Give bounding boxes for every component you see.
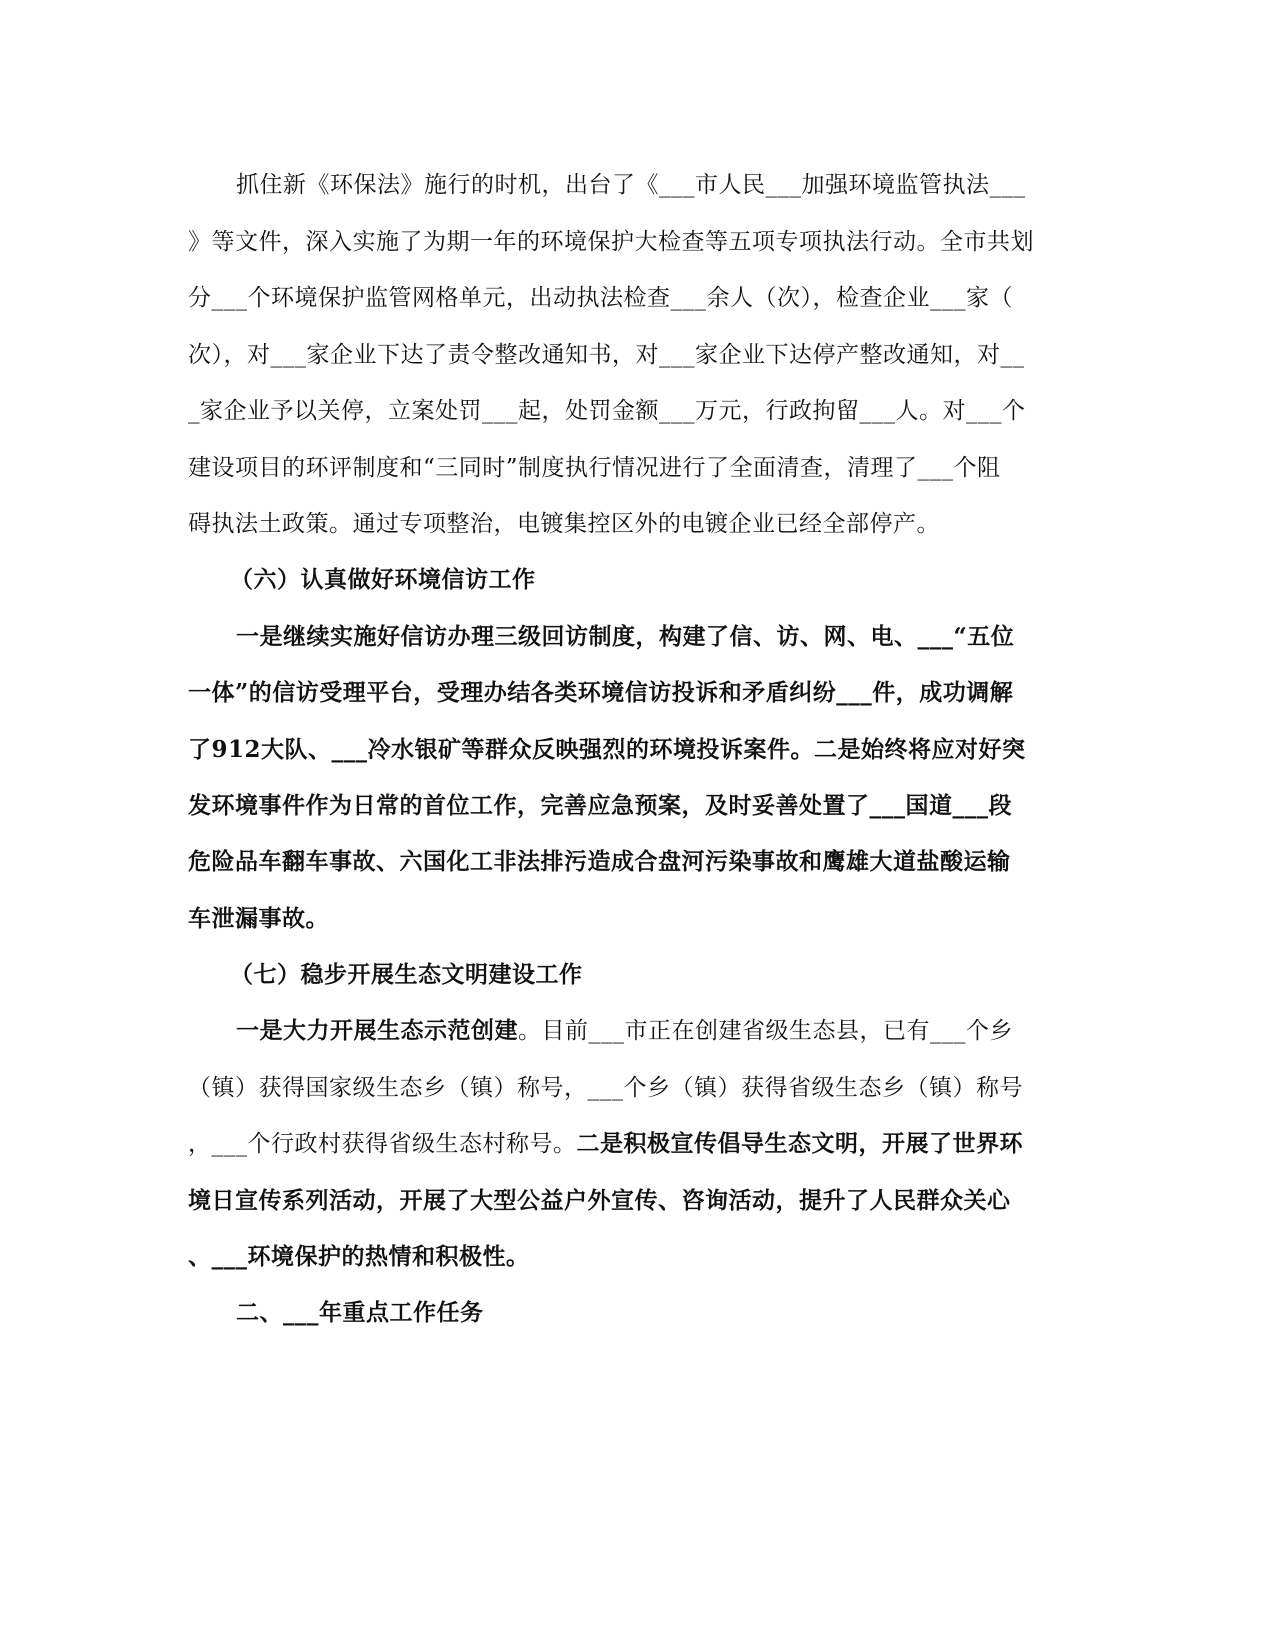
- paragraph-2-line-4: 发环境事件作为日常的首位工作，完善应急预案，及时妥善处置了___国道___段: [188, 792, 1012, 819]
- paragraph-2-line-5: 危险品车翻车事故、六国化工非法排污造成合盘河污染事故和鹰雄大道盐酸运输: [188, 848, 1011, 875]
- paragraph-3-line-3: [188, 1129, 1088, 1159]
- paragraph-1-line-6: 建设项目的环评制度和“三同时”制度执行情况进行了全面清查，清理了___个阻: [188, 455, 1001, 481]
- paragraph-3-line-1: [236, 1016, 1136, 1046]
- paragraph-2-line-2: 一体”的信访受理平台，受理办结各类环境信访投诉和矛盾纠纷___件，成功调解: [188, 679, 1014, 706]
- paragraph-1-line-2: 》等文件，深入实施了为期一年的环境保护大检查等五项专项执法行动。全市共划: [188, 229, 1034, 255]
- paragraph-1-line-7: 碍执法土政策。通过专项整治，电镀集控区外的电镀企业已经全部停产。: [188, 511, 940, 537]
- paragraph-2-line-3: 了912大队、___冷水银矿等群众反映强烈的环境投诉案件。二是始终将应对好突: [188, 736, 1026, 763]
- paragraph-1-line-3: 分___个环境保护监管网格单元，出动执法检查___余人（次），检查企业___家（: [188, 285, 1013, 311]
- paragraph-3-line-4: 境日宣传系列活动，开展了大型公益户外宣传、咨询活动，提升了人民群众关心: [188, 1187, 1011, 1214]
- paragraph-2-line-1: 一是继续实施好信访办理三级回访制度，构建了信、访、网、电、___“五位: [236, 623, 1015, 650]
- paragraph-3-line-5: 、___环境保护的热情和积极性。: [188, 1243, 530, 1270]
- section-heading-7: （七）稳步开展生态文明建设工作: [230, 961, 583, 988]
- paragraph-3-line-2: （镇）获得国家级生态乡（镇）称号，___个乡（镇）获得省级生态乡（镇）称号: [188, 1075, 1023, 1101]
- paragraph-2-line-6: 车泄漏事故。: [188, 905, 329, 932]
- paragraph-3-line-3-normal: ，___个行政村获得省级生态村称号。: [188, 1131, 577, 1157]
- section-heading-6: （六）认真做好环境信访工作: [230, 566, 536, 593]
- paragraph-1-line-5: _家企业予以关停，立案处罚___起，处罚金额___万元，行政拘留___人。对___个: [188, 398, 1026, 424]
- paragraph-3-line-3-bold: 二是积极宣传倡导生态文明，开展了世界环: [576, 1130, 1023, 1157]
- paragraph-3-line-1-bold: 一是大力开展生态示范创建: [236, 1017, 518, 1044]
- section-heading-2: 二、___年重点工作任务: [236, 1299, 484, 1326]
- paragraph-3-line-1-normal: 。目前___市正在创建省级生态县，已有___个乡: [518, 1018, 1013, 1044]
- paragraph-1-line-1: 抓住新《环保法》施行的时机，出台了《___市人民___加强环境监管执法___: [236, 172, 1026, 198]
- paragraph-1-line-4: 次），对___家企业下达了责令整改通知书，对___家企业下达停产整改通知，对__: [188, 342, 1025, 368]
